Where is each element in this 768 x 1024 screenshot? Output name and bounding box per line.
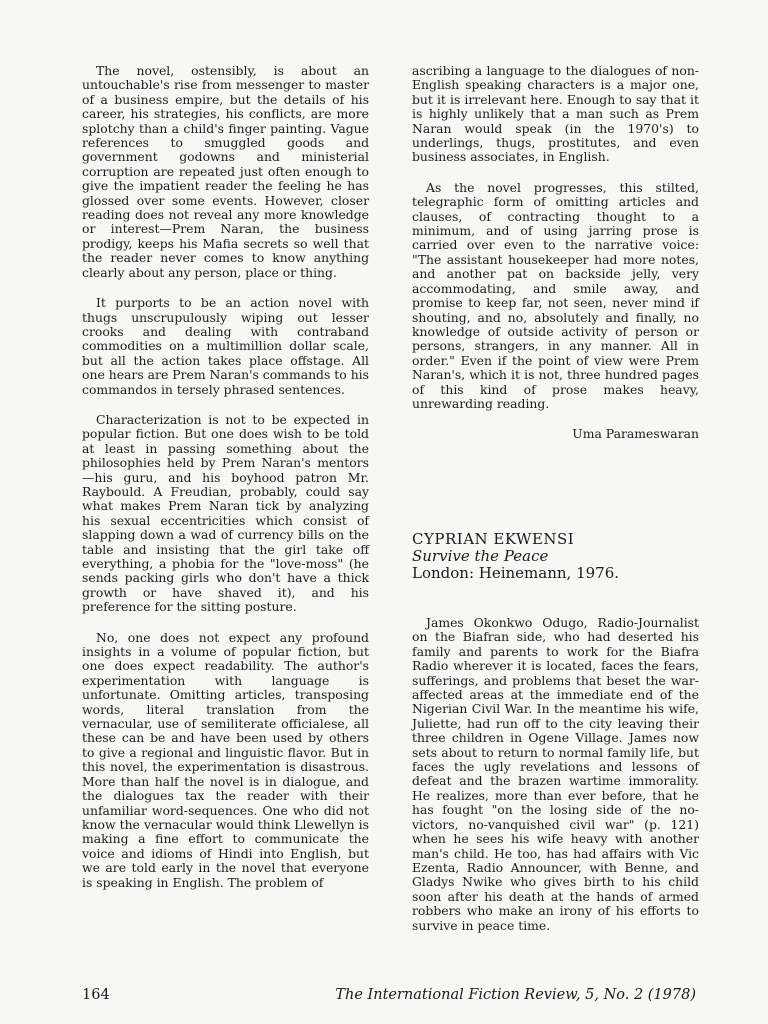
paragraph: The novel, ostensibly, is about an untouchable's rise from messenger to master of a business empire, but the details of his career, his strategies, his conflicts, are more splotchy than a child's finger painting. Vague references to smuggled goods and government godowns and ministerial corruption are repeated just often enough to give the impatient reader the feeling he has glossed over some events. However, closer reading does not reveal any more knowledge or interest—Prem Naran, the business prodigy, keeps his Mafia secrets so well that the reader never comes to know anything clearly about any person, place or thing.	[82, 63, 369, 280]
page-number: 164	[82, 987, 110, 1003]
reviewer-signature: Uma Parameswaran	[572, 426, 699, 442]
paragraph: Characterization is not to be expected in popular fiction. But one does wish to be told at least in passing something about the philosophies held by Prem Naran's mentors—his guru, and his boyhood patron Mr. Raybould. A Freudian, probably, could say what makes Prem Naran tick by analyzing his sexual eccentricities which consist of slapping down a wad of currency bills on the table and insisting that the girl take off everything, a phobia for the "love-moss" (he sends packing girls who don't have a thick growth or have shaved it), and his preference for the sitting posture.	[82, 411, 369, 615]
right-column	[412, 64, 699, 442]
paragraph: No, one does not expect any profound insights in a volume of popular fiction, but one does expect readability. The author's experimentation with language is unfortunate. Omitting articles, transposing words, literal translation from the vernacular, use of semiliterate officialese, all these can be and have been used by others to give a regional and linguistic flavor. But in this novel, the experimentation is disastrous. More than half the novel is in dialogue, and the dialogues tax the reader with their unfamiliar word-sequences. One who did not know the vernacular would think Llewellyn is making a fine effort to communicate the voice and idioms of Hindi into English, but we are told early in the novel that everyone is speaking in English. The problem of	[82, 629, 369, 890]
book-title: Survive the Peace	[412, 547, 549, 565]
paragraph: James Okonkwo Odugo, Radio-Journalist on the Biafran side, who had deserted his family and parents to work for the Biafra Radio wherever it is located, faces the fears, sufferings, and problems that beset the war-affected areas at the immediate end of the Nigerian Civil War. In the meantime his wife, Juliette, had run off to the city leaving their three children in Ogene Village. James now sets about to return to normal family life, but faces the ugly revelations and lessons of defeat and the brazen wartime immorality. He realizes, more than ever before, that he has fought "on the losing side of the no-victors, no-vanquished civil war" (p. 121) when he sees his wife heavy with another man's child. He too, has had affairs with Vic Ezenta, Radio Announcer, with Benne, and Gladys Nwike who gives birth to his child soon after his death at the hands of armed robbers who make an irony of his efforts to survive in peace time.	[412, 615, 699, 933]
book-publisher: London: Heinemann, 1976.	[412, 564, 620, 582]
second-review	[412, 616, 699, 933]
paragraph: ascribing a language to the dialogues of non-English speaking characters is a major one, but it is irrelevant here. Enough to say that it is highly unlikely that a man such as Prem Naran would speak (in the 1970's) to underlings, thugs, prostitutes, and even business associates, in English.	[412, 63, 699, 165]
left-column	[82, 64, 369, 906]
book-author: CYPRIAN EKWENSI	[412, 530, 575, 548]
journal-citation: The International Fiction Review, 5, No. 2 (1978)	[335, 987, 696, 1003]
paragraph: It purports to be an action novel with thugs unscrupulously wiping out lesser crooks and dealing with contraband commodities on a multimillion dollar scale, but all the action takes place offstage. All one hears are Prem Naran's commands to his commandos in tersely phrased sentences.	[82, 295, 369, 397]
book-heading	[412, 531, 712, 582]
paragraph: As the novel progresses, this stilted, telegraphic form of omitting articles and clauses, of contracting thought to a minimum, and of using jarring prose is carried over even to the narrative voice: "The assistant housekeeper had more notes, and another pat on backside jelly, very accommodating, and smile away, and promise to keep far, not seen, never mind if shouting, and no, absolutely and finally, no knowledge of outside activity of person or persons, strangers, in any manner. All in order." Even if the point of view were Prem Naran's, which it is not, three hundred pages of this kind of prose makes heavy, unrewarding reading.	[412, 179, 699, 411]
